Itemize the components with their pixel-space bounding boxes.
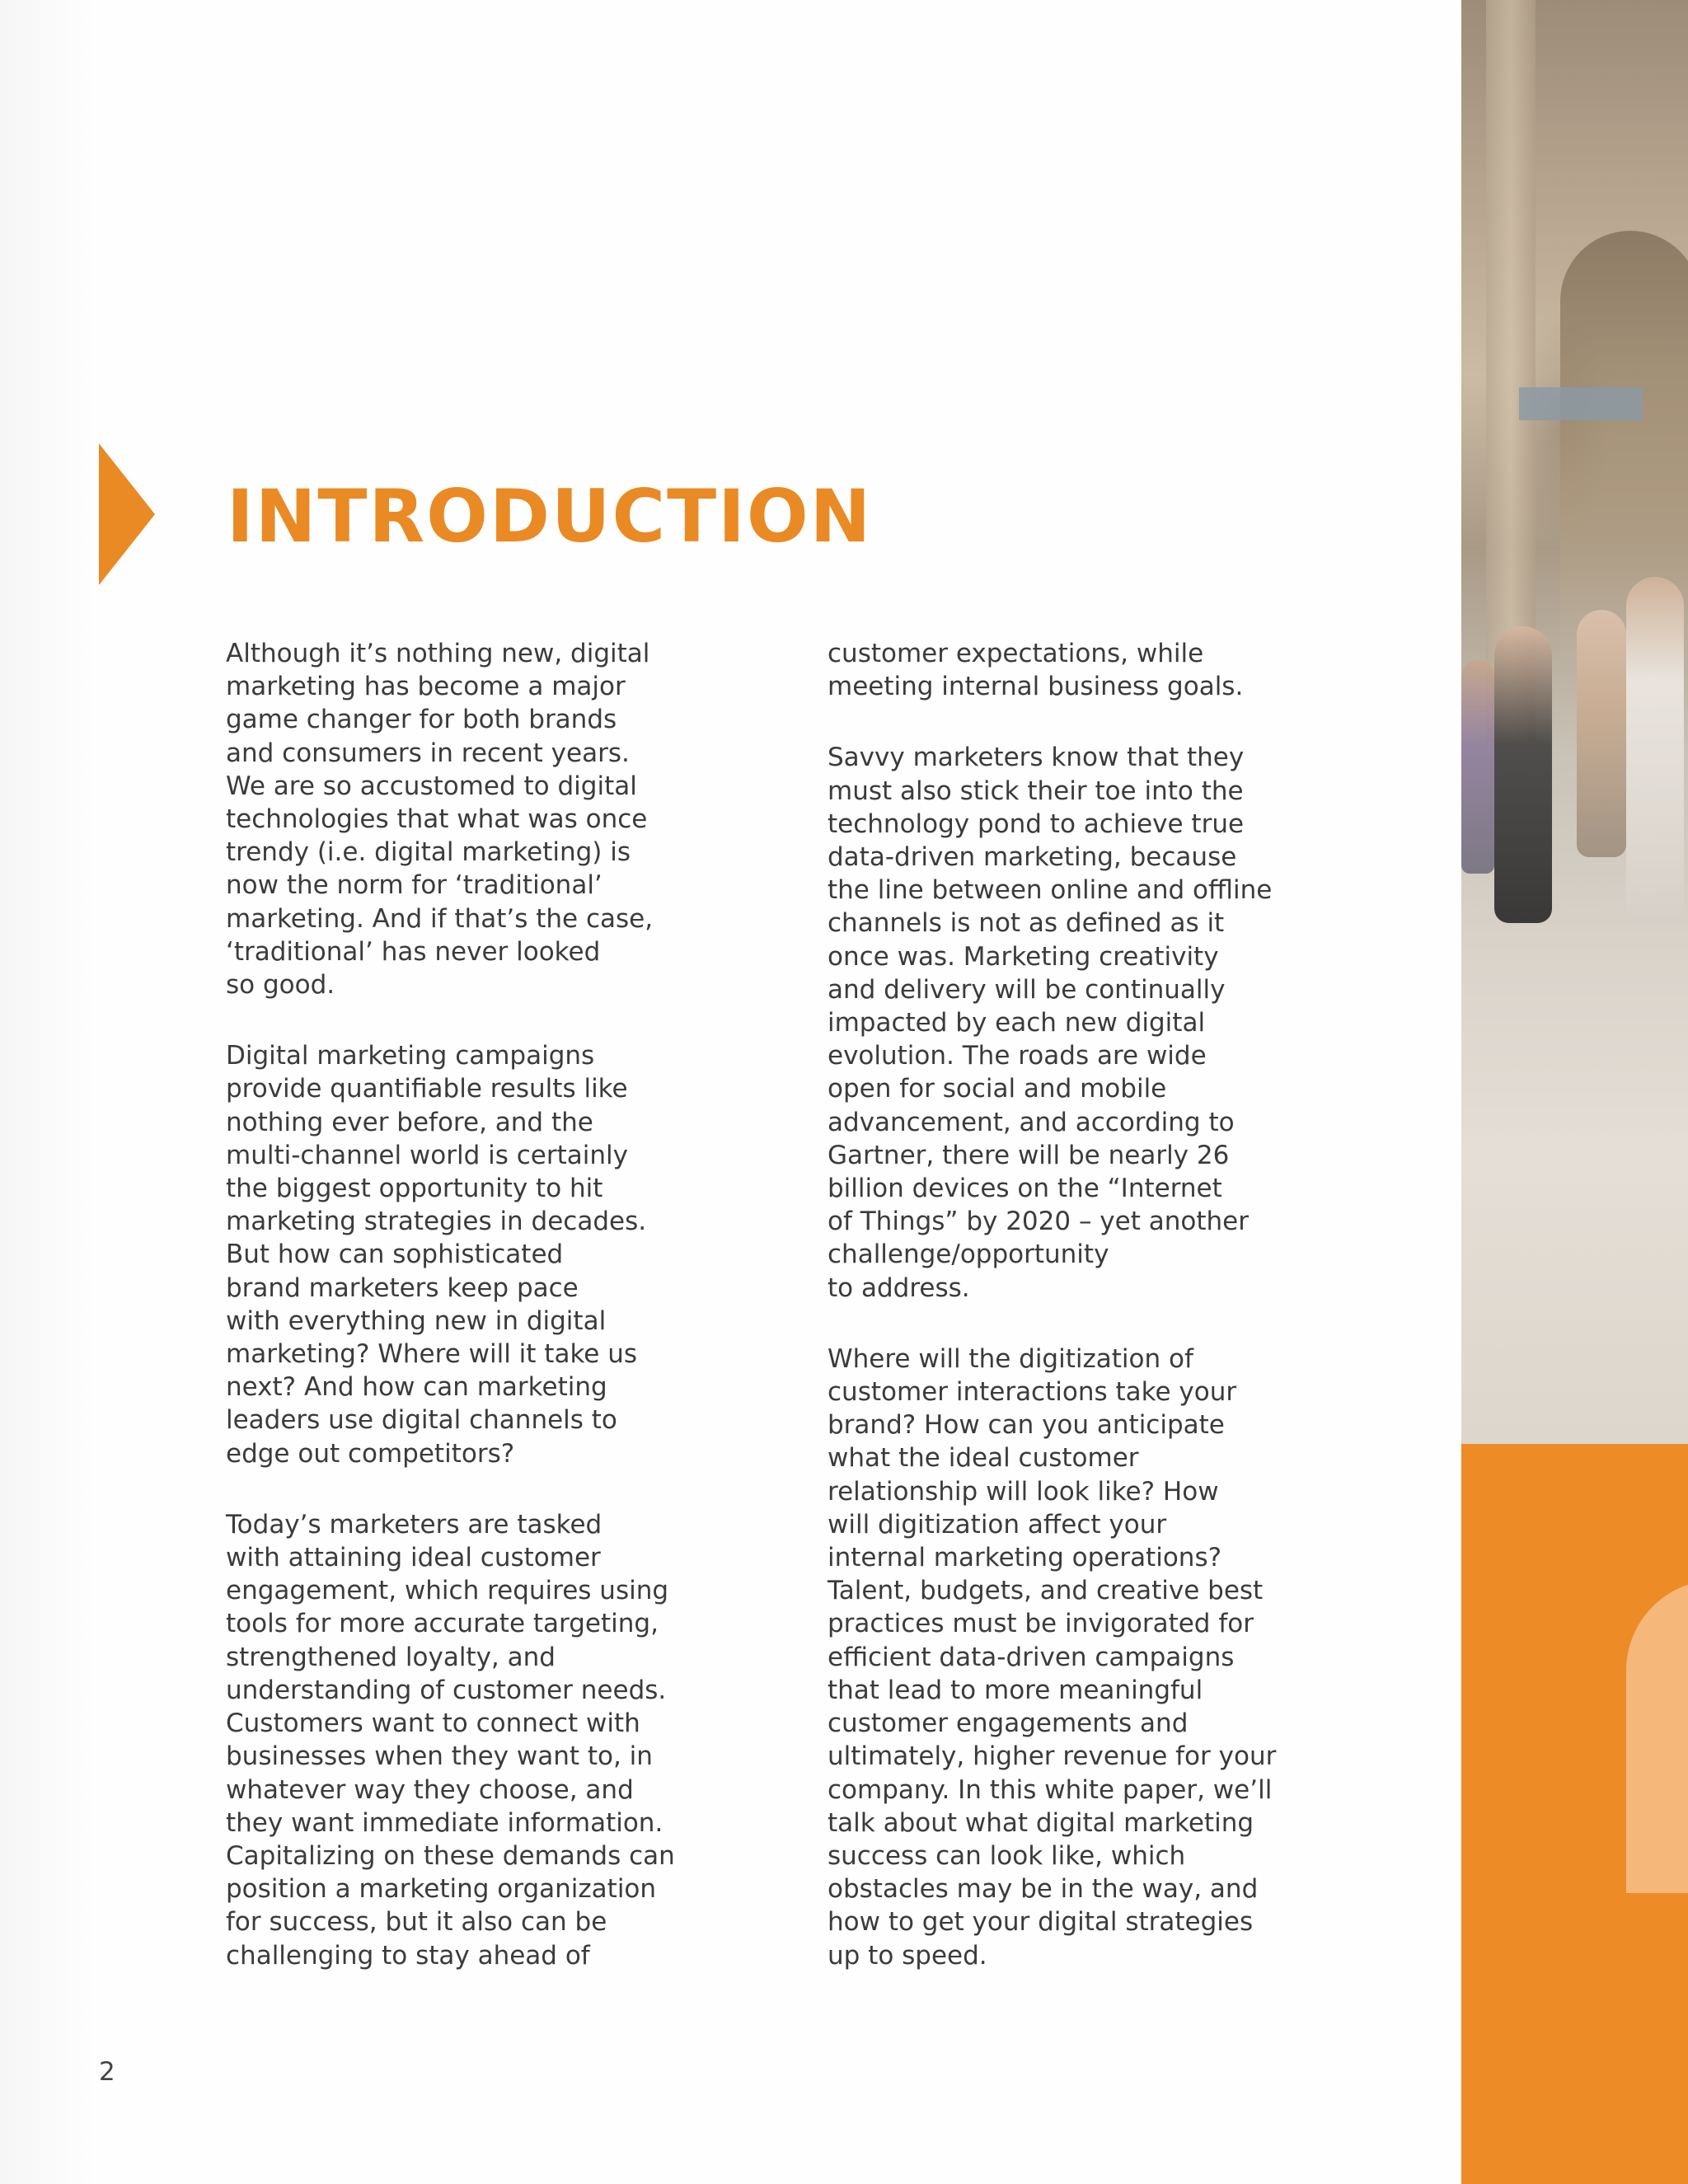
paragraph: Savvy marketers know that they must also stick their toe into the technology pond to achieve true data-driven marketing, because the line between online and offline channels is not as defined as it once was. Marketing creativity and delivery will be continually impacted by each new digital evolution. The roads are wide open for social and mobile advancement, and according to Gartner, there will be nearly 26 billion devices on the “Internet of Things” by 2020 – yet another challenge/opportunity to address. <box>828 743 1273 1303</box>
photo-pedestrian <box>1461 659 1494 874</box>
page-title: INTRODUCTION <box>227 474 873 559</box>
paragraph: Where will the digitization of customer interactions take your brand? How can you anticipate what the ideal customer relationship will look like? How will digitization affect your internal marketing operations? Talent, budgets, and creative best practices must be invigorated for efficient data-driven campaigns that lead to more meaningful customer engagements and ultimately, higher revenue for your company. In this white paper, we’ll talk about what digital marketing success can look like, which obstacles may be in the way, and how to get your digital strategies up to speed. <box>828 1343 1277 1971</box>
page-margin-shade <box>0 0 99 2184</box>
photo-pedestrian <box>1626 577 1684 923</box>
paragraph: Today’s marketers are tasked with attaining ideal customer engagement, which requires using tools for more accurate targeting, strengthened loyalty, and understanding of customer needs. Customers want to connect with businesses when they want to, in whatever way they choose, and they want immediate information. Capitalizing on these demands can position a marketing organization for success, but it also can be challenging to stay ahead of <box>226 1509 675 1971</box>
chevron-right-icon <box>99 443 155 585</box>
decorative-arch-shape <box>1626 1580 1688 1893</box>
photo-pedestrian <box>1577 610 1626 857</box>
orange-accent-block <box>1461 1444 1688 2184</box>
street-photo <box>1461 0 1688 1444</box>
photo-sign <box>1519 387 1643 420</box>
right-text-column <box>828 637 1322 2010</box>
photo-pedestrian <box>1494 626 1552 923</box>
paragraph: Digital marketing campaigns provide quantifiable results like nothing ever before, and the multi-channel world is certainly the biggest opportunity to hit marketing strategies in decades. But how can sophisticated brand marketers keep pace with everything new in digital marketing? Where will it take us next? And how can marketing leaders use digital channels to edge out competitors? <box>226 1041 647 1469</box>
paragraph: customer expectations, while meeting internal business goals. <box>828 639 1244 702</box>
left-text-column <box>226 637 720 2010</box>
page-number: 2 <box>99 2057 115 2087</box>
paragraph: Although it’s nothing new, digital marketing has become a major game changer for both brands and consumers in recent years. We are so accustomed to digital technologies that what was once trendy (i.e. digital marketing) is now the norm for ‘traditional’ marketing. And if that’s the case, ‘traditional’ has never looked so good. <box>226 639 654 1001</box>
